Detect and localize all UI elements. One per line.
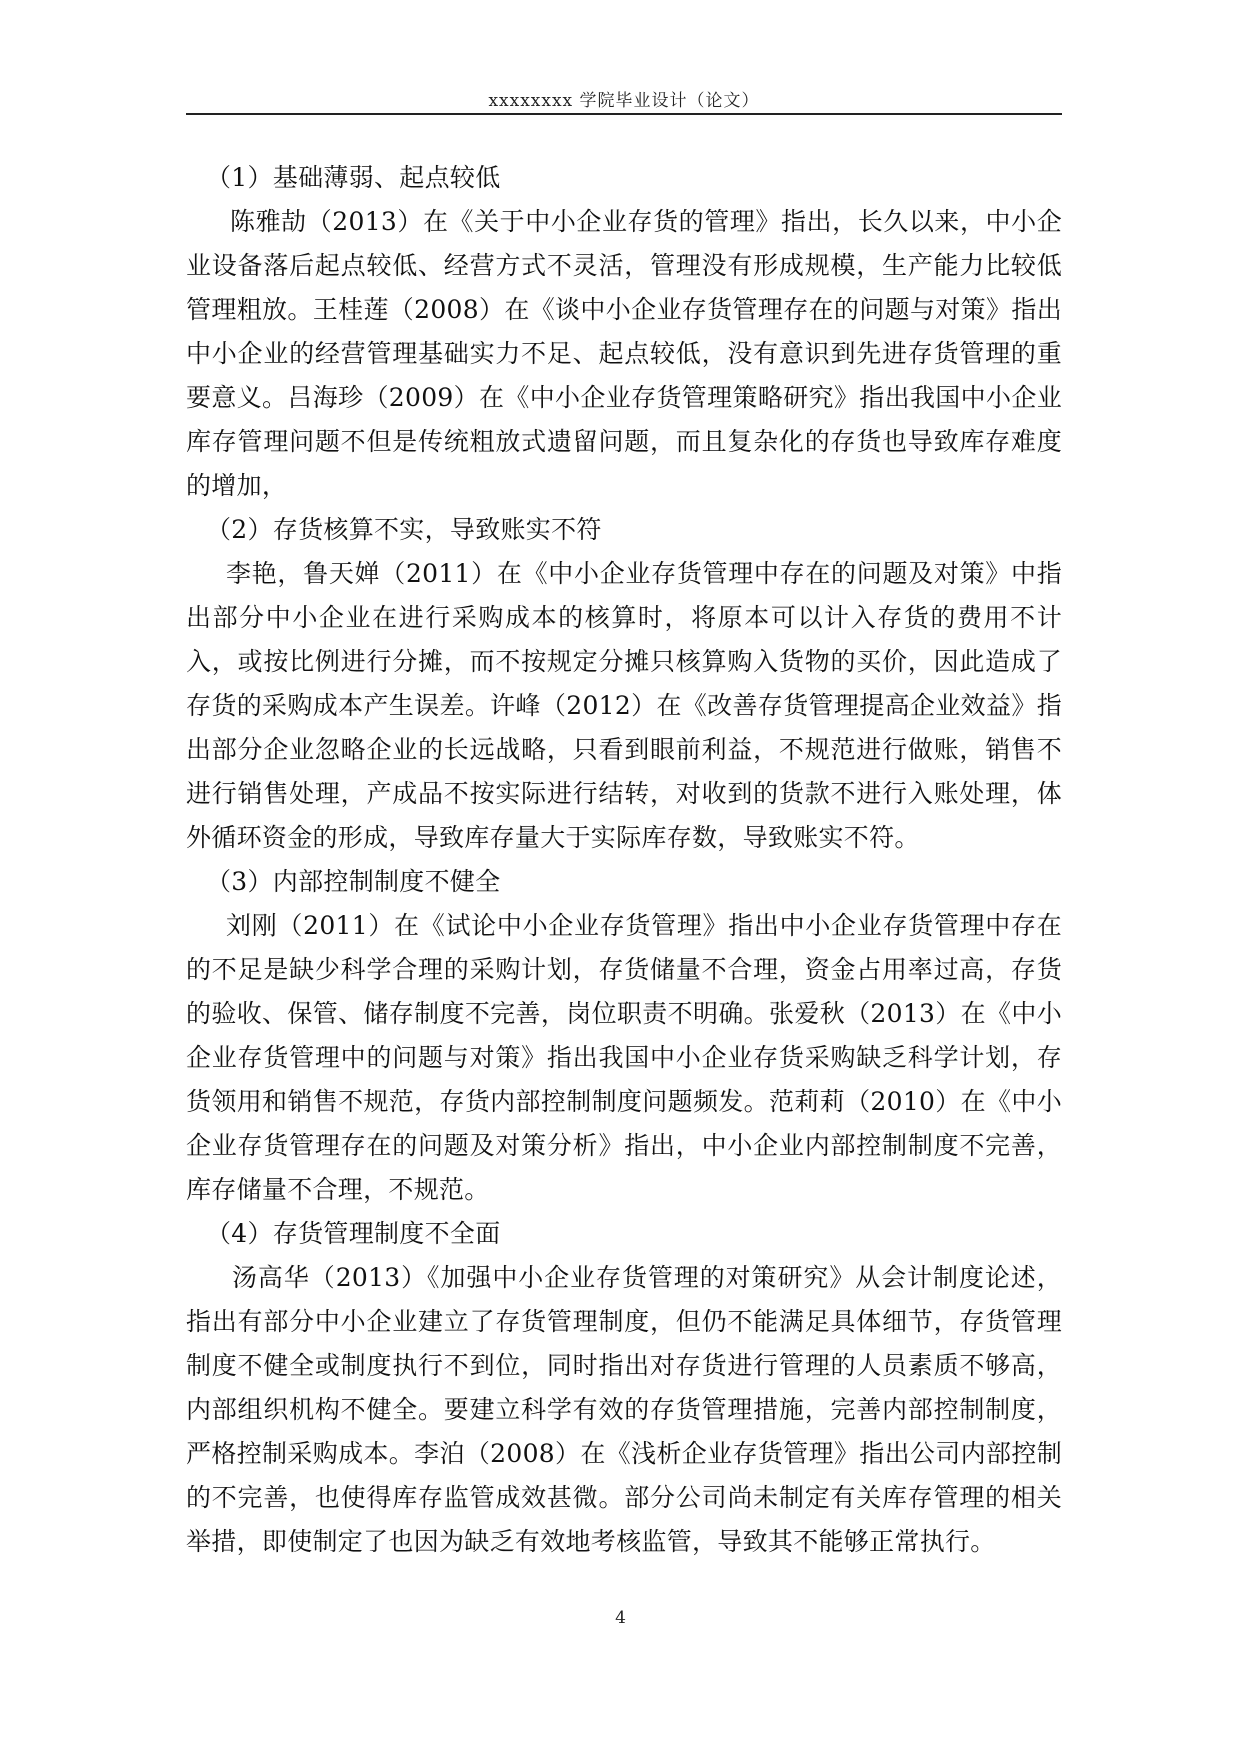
section-paragraph-1: 陈雅劼（2013）在《关于中小企业存货的管理》指出，长久以来，中小企业设备落后起点较低、经营方式不灵活，管理没有形成规模，生产能力比较低管理粗放。王桂莲（2008）在《谈中小企业存货管理存在的问题与对策》指出中小企业的经营管理基础实力不足、起点较低，没有意识到先进存货管理的重要意义。吕海珍（2009）在《中小企业存货管理策略研究》指出我国中小企业库存管理问题不但是传统粗放式遗留问题，而且复杂化的存货也导致库存难度的增加， [186,207,1062,500]
body-text [186,156,1062,1564]
section-heading-1: （1）基础薄弱、起点较低 [206,163,501,192]
section-heading-4: （4）存货管理制度不全面 [206,1219,501,1248]
page-header: xxxxxxxx 学院毕业设计（论文） [488,91,760,111]
section-heading-3: （3）内部控制制度不健全 [206,867,501,896]
header-divider [186,113,1062,115]
section-heading-2: （2）存货核算不实，导致账实不符 [206,515,602,544]
section-paragraph-2: 李艳，鲁天婵（2011）在《中小企业存货管理中存在的问题及对策》中指出部分中小企业在进行采购成本的核算时，将原本可以计入存货的费用不计入，或按比例进行分摊，而不按规定分摊只核算购入货物的买价，因此造成了存货的采购成本产生误差。许峰（2012）在《改善存货管理提高企业效益》指出部分企业忽略企业的长远战略，只看到眼前利益，不规范进行做账，销售不进行销售处理，产成品不按实际进行结转，对收到的货款不进行入账处理，体外循环资金的形成，导致库存量大于实际库存数，导致账实不符。 [186,559,1062,852]
section-paragraph-3: 刘刚（2011）在《试论中小企业存货管理》指出中小企业存货管理中存在的不足是缺少科学合理的采购计划，存货储量不合理，资金占用率过高，存货的验收、保管、储存制度不完善，岗位职责不明确。张爱秋（2013）在《中小企业存货管理中的问题与对策》指出我国中小企业存货采购缺乏科学计划，存货领用和销售不规范，存货内部控制制度问题频发。范莉莉（2010）在《中小企业存货管理存在的问题及对策分析》指出，中小企业内部控制制度不完善，库存储量不合理，不规范。 [186,911,1062,1204]
page-number: 4 [615,1608,626,1628]
section-paragraph-4: 汤高华（2013）《加强中小企业存货管理的对策研究》从会计制度论述，指出有部分中小企业建立了存货管理制度，但仍不能满足具体细节，存货管理制度不健全或制度执行不到位，同时指出对存货进行管理的人员素质不够高，内部组织机构不健全。要建立科学有效的存货管理措施，完善内部控制制度，严格控制采购成本。李泊（2008）在《浅析企业存货管理》指出公司内部控制的不完善，也使得库存监管成效甚微。部分公司尚未制定有关库存管理的相关举措，即使制定了也因为缺乏有效地考核监管，导致其不能够正常执行。 [186,1263,1062,1556]
